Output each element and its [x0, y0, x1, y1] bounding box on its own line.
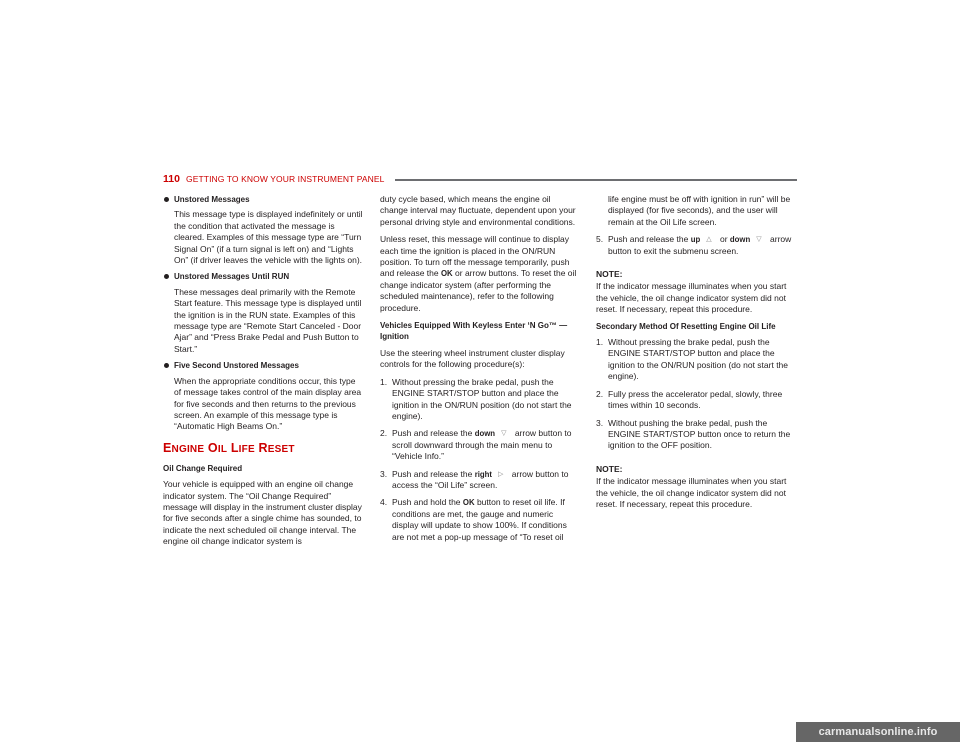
header-rule	[395, 179, 797, 181]
paragraph-use-controls: Use the steering wheel instrument cluster display controls for the following procedure(s):	[380, 347, 565, 370]
text-run: or arrow buttons. To reset the oil change indicator system (after performing the scheduled maintenance), refer to the following procedure.	[380, 268, 577, 313]
right-arrow-icon: ▷	[498, 470, 504, 478]
step-text	[608, 234, 796, 257]
text-run: arrow button to exit the submenu screen.	[608, 234, 792, 256]
heading-letter: R	[258, 440, 268, 455]
heading-letter: O	[207, 440, 218, 455]
step-3	[380, 469, 580, 492]
page-number: 110	[163, 173, 180, 185]
bullet-text-unstored-messages: This message type is displayed indefinitely or until the condition that activated the message is cleared. Examples of this message type are “Turn Signal On” (if a turn signal is left on) and “Lights On” (if driver leaves the vehicle with the lights on).	[174, 209, 363, 266]
step-number: 5.	[596, 234, 604, 245]
step-number-spacer	[596, 194, 608, 228]
heading-smallcaps: ESET	[267, 443, 295, 455]
keyword-down: down	[729, 235, 751, 245]
step-number: 2.	[596, 388, 604, 399]
step-1	[380, 377, 580, 423]
text-run: or	[717, 234, 730, 245]
bullet-title-unstored-messages: Unstored Messages	[163, 194, 363, 205]
text-run: arrow button to scroll downward through the main menu to “Vehicle Info.”	[392, 428, 572, 462]
watermark-link[interactable]: carmanualsonline.info	[796, 722, 960, 742]
heading-smallcaps: NGINE	[171, 443, 205, 455]
step-text: Without pressing the brake pedal, push the ENGINE START/STOP button and place the ignition in the ON/RUN position (do not start the engine).	[392, 376, 572, 421]
step-number: 1.	[380, 376, 388, 387]
text-run: Unless reset, this message will continue to display each time the ignition is placed in the ON/RUN position. To turn off the message temporarily, push and release the	[380, 234, 570, 279]
step-3	[596, 418, 796, 452]
text-run: Push and hold the	[392, 497, 463, 508]
paragraph-duty-cycle: duty cycle based, which means the engine oil change interval may fluctuate, dependent upon your personal driving style and environmental conditions.	[380, 194, 576, 227]
heading-smallcaps: IFE	[238, 443, 255, 455]
keyword-down: down	[474, 429, 496, 439]
heading-letter: L	[230, 440, 239, 455]
text-run: Push and release the	[392, 428, 475, 439]
keyword-ok: OK	[462, 498, 475, 508]
heading-letter: E	[163, 440, 172, 455]
step-2	[596, 389, 796, 412]
step-number: 3.	[380, 468, 388, 479]
subheading-secondary-method: Secondary Method Of Resetting Engine Oil Life	[596, 321, 776, 331]
step-text	[392, 428, 580, 462]
step-text: Fully press the accelerator pedal, slowly, three times within 10 seconds.	[608, 388, 783, 411]
subheading-oil-change-required: Oil Change Required	[163, 463, 243, 473]
step-5	[596, 234, 796, 257]
step-number: 2.	[380, 428, 388, 439]
step-number: 4.	[380, 497, 388, 508]
bullet-text-unstored-until-run: These messages deal primarily with the Remote Start feature. This message type is displayed until the ignition is in the RUN state. Examples of this message type are “Remote Start Canceled - Door Ajar” and “Press Brake Pedal and Push Button to Start.”	[174, 286, 362, 354]
text-run: arrow button to access the “Oil Life” screen.	[392, 468, 569, 490]
keyword-ok: OK	[440, 269, 453, 279]
down-arrow-icon: ▽	[756, 236, 762, 244]
text-run: Push and release the	[392, 468, 475, 479]
step-text: life engine must be off with ignition in run” will be displayed (for five seconds), and the user will remain at the Oil Life screen.	[608, 194, 791, 227]
bullet-title-unstored-until-run: Unstored Messages Until RUN	[163, 271, 363, 282]
step-text: Without pressing the brake pedal, push the ENGINE START/STOP button and place the ignition to the ON/RUN position (do not start the engine).	[608, 337, 789, 382]
step-4-continued	[596, 194, 796, 228]
keyword-right: right	[474, 469, 493, 479]
keyword-up: up	[690, 235, 701, 245]
column-3	[596, 194, 796, 515]
section-title: GETTING TO KNOW YOUR INSTRUMENT PANEL	[186, 174, 385, 184]
step-number: 1.	[596, 337, 604, 348]
up-arrow-icon: △	[706, 236, 712, 244]
subheading-keyless-enter-n-go: Vehicles Equipped With Keyless Enter ‘N Go™ — Ignition	[380, 321, 568, 342]
step-2	[380, 428, 580, 462]
step-number: 3.	[596, 417, 604, 428]
step-4	[380, 497, 580, 543]
note-label: NOTE:	[596, 269, 623, 280]
step-1	[596, 337, 796, 383]
step-text	[392, 497, 580, 543]
bullet-title-five-second: Five Second Unstored Messages	[163, 360, 363, 371]
paragraph-unless-reset	[380, 234, 580, 314]
paragraph-oil-change-system: Your vehicle is equipped with an engine oil change indicator system. The “Oil Change Required” message will display in the instrument cluster display for five seconds after a single chime has sounded, to indicate the next scheduled oil change interval. The engine oil change indicator system is	[163, 479, 362, 547]
text-run: Push and release the	[608, 234, 691, 245]
text-run: button to reset oil life. If conditions are met, the gauge and numeric display will update to show 100%. If conditions are not met a pop-up message of “To reset oil	[392, 497, 567, 542]
note-label: NOTE:	[596, 463, 623, 474]
step-text	[392, 469, 580, 492]
page-header	[163, 172, 797, 186]
column-2	[380, 194, 580, 549]
down-arrow-icon: ▽	[501, 430, 507, 438]
note-text: If the indicator message illuminates when you start the vehicle, the oil change indicator system did not reset. If necessary, repeat this procedure.	[596, 476, 787, 509]
heading-smallcaps: IL	[217, 443, 228, 455]
bullet-text-five-second: When the appropriate conditions occur, this type of message takes control of the main display area for five seconds and then returns to the previous screen. An example of this message type is “Automatic High Beams On.”	[174, 375, 362, 432]
note-text: If the indicator message illuminates when you start the vehicle, the oil change indicator system did not reset. If necessary, repeat this procedure.	[596, 281, 787, 315]
step-text: Without pushing the brake pedal, push the ENGINE START/STOP button once to return the ignition to the OFF position.	[608, 417, 791, 451]
column-1	[163, 194, 363, 554]
section-heading-engine-oil-life-reset	[163, 441, 363, 457]
